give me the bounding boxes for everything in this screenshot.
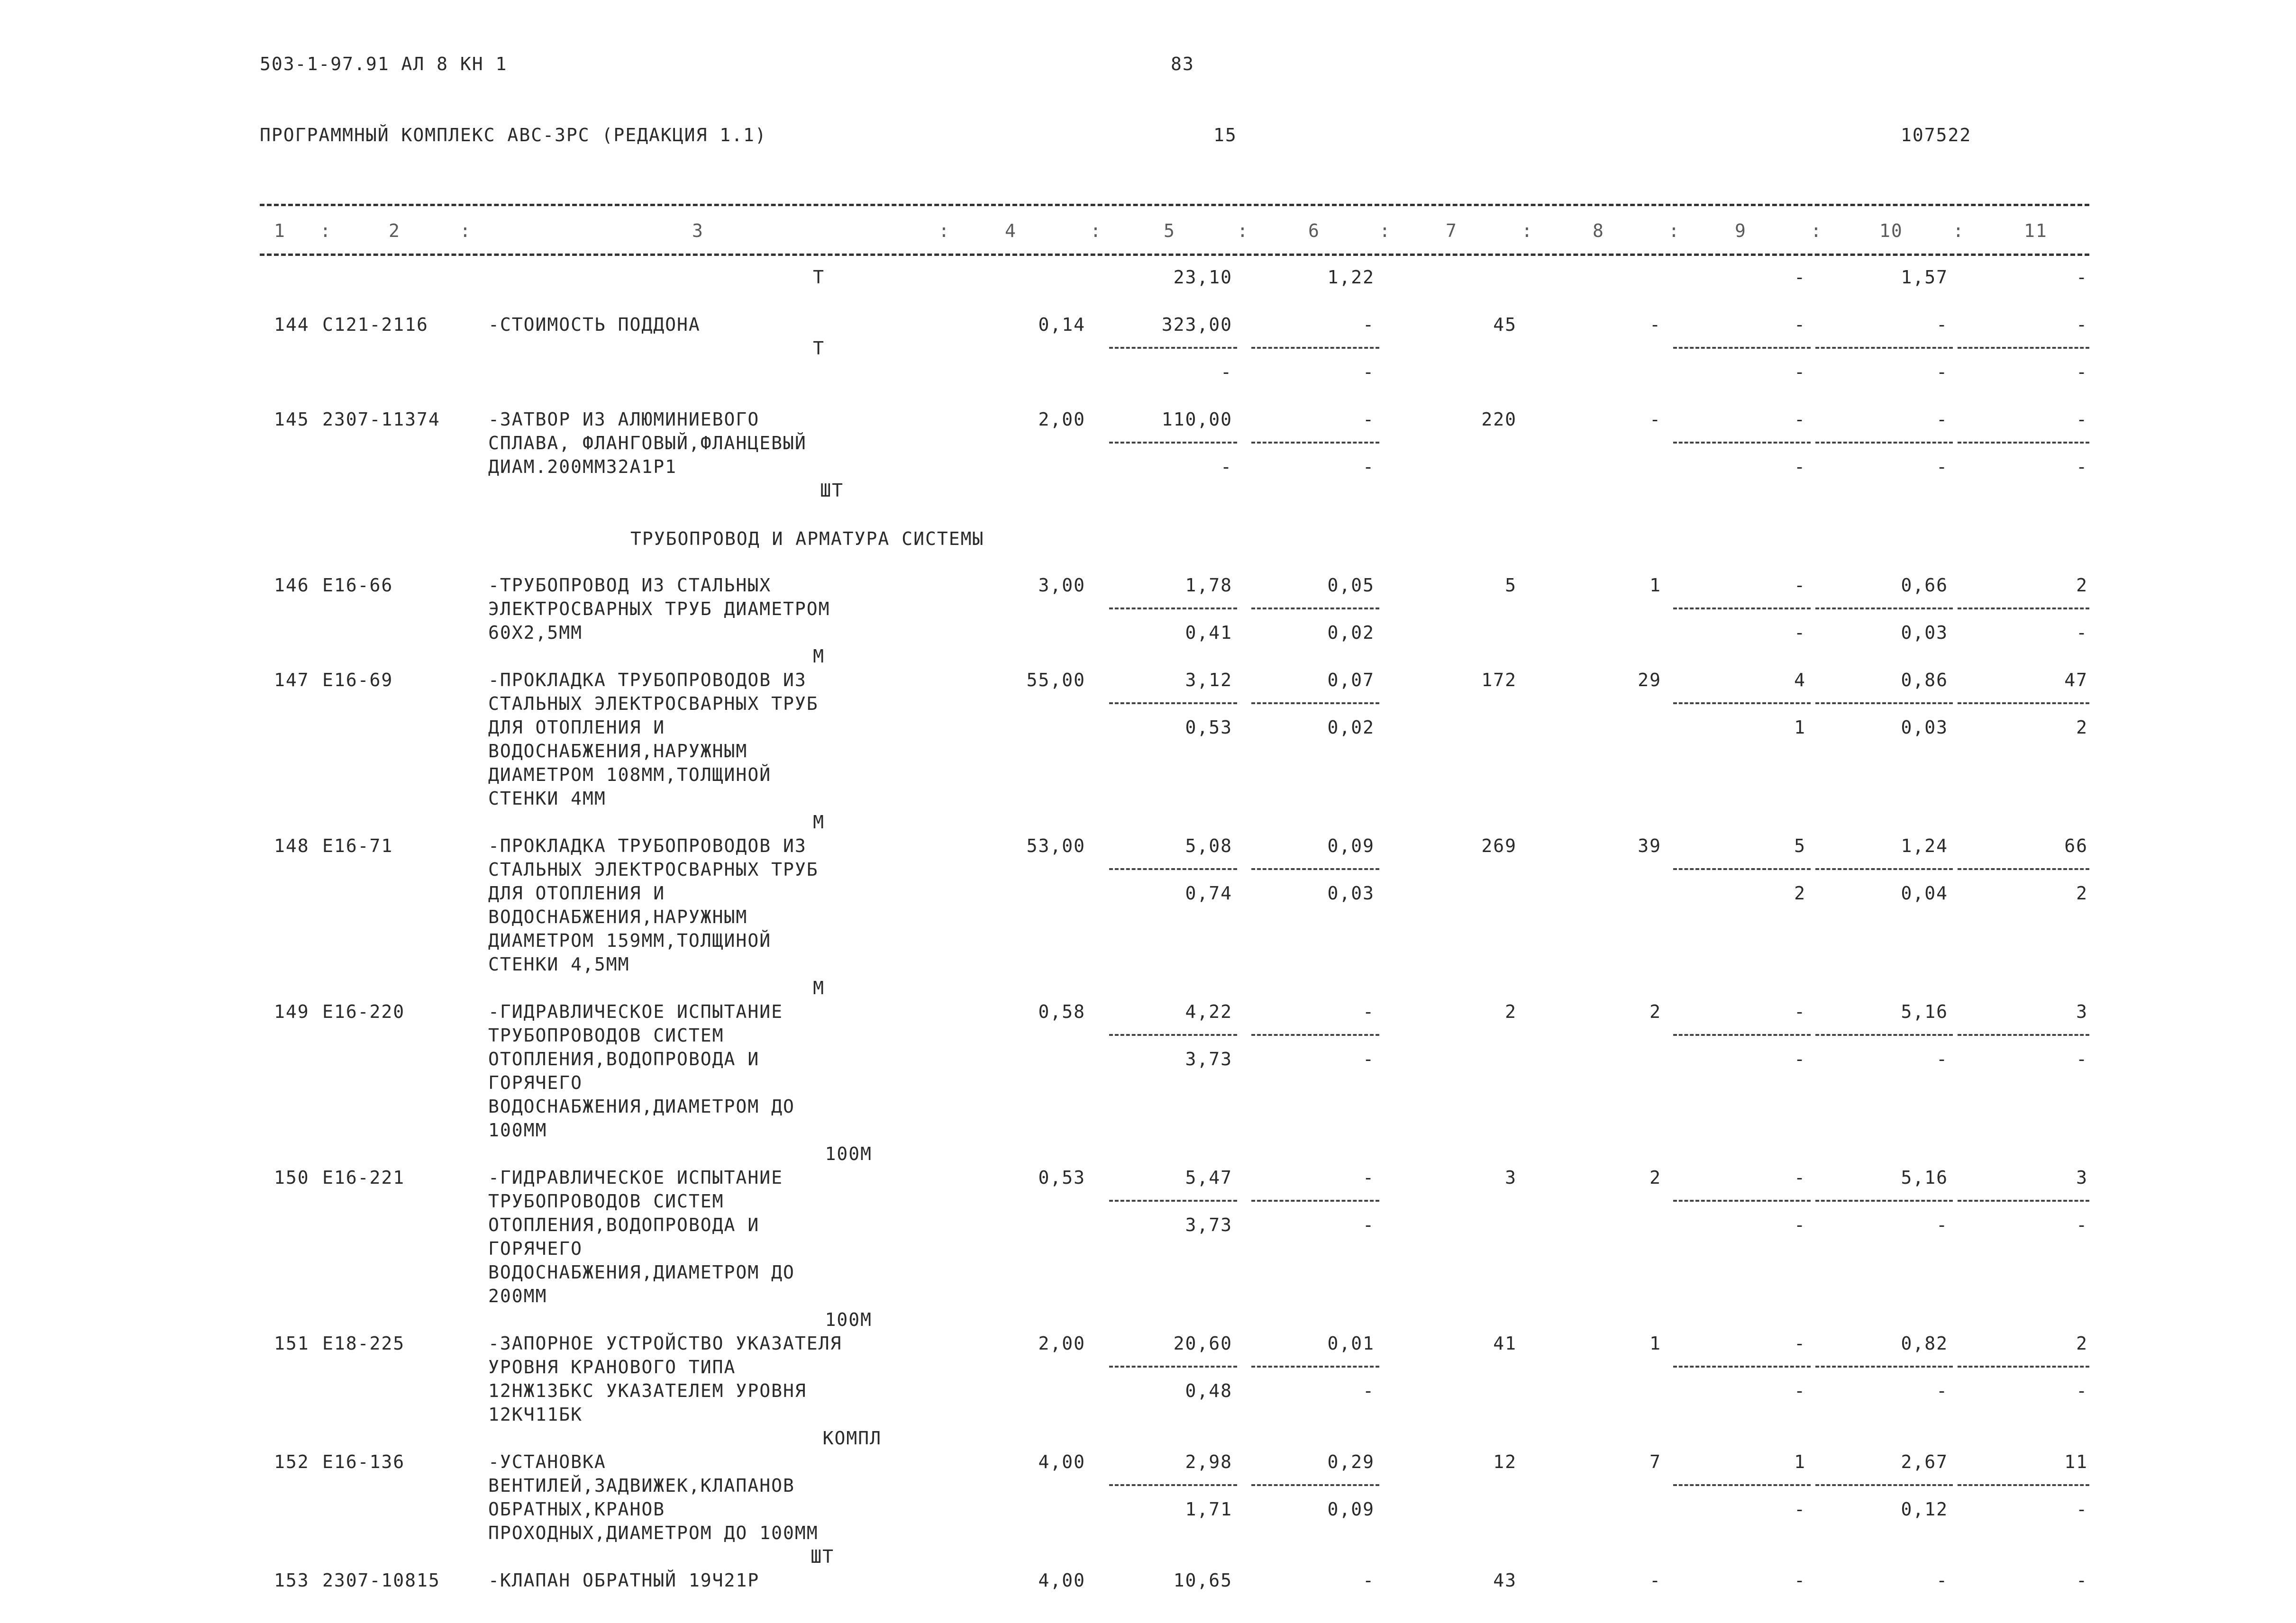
subvalue-c10: -	[1936, 362, 1948, 382]
row-description-line: -УСТАНОВКА	[488, 1451, 606, 1472]
row-description-line: ОБРАТНЫХ,КРАНОВ	[488, 1499, 665, 1520]
row-code: Е16-136	[322, 1451, 405, 1472]
subvalue-c6: -	[1363, 456, 1375, 477]
column-divider: :	[1090, 220, 1102, 241]
value-separator	[1958, 607, 2089, 609]
value-c10: 0,66	[1901, 575, 1948, 596]
value-separator	[1109, 1484, 1237, 1486]
row-description-line: ТРУБОПРОВОДОВ СИСТЕМ	[488, 1025, 724, 1046]
value-c8: -	[1649, 1570, 1661, 1591]
value-c6: -	[1363, 1167, 1375, 1188]
row-description-line: ГОРЯЧЕГО	[488, 1238, 583, 1259]
subvalue-c10: 0,04	[1901, 883, 1948, 904]
row-description-line: 12КЧ11БК	[488, 1404, 583, 1425]
subvalue-c10: 0,03	[1901, 717, 1948, 738]
value-separator	[1958, 1366, 2089, 1368]
row-code: Е16-71	[322, 835, 393, 856]
row-number: 148	[274, 835, 310, 856]
value-c7: 5	[1505, 575, 1517, 596]
value-c11: 3	[2076, 1001, 2088, 1022]
value-c6: -	[1363, 1570, 1375, 1591]
value-c8: 2	[1649, 1167, 1661, 1188]
row-code: Е18-225	[322, 1333, 405, 1354]
value-c6: 0,05	[1327, 575, 1375, 596]
column-divider: :	[1811, 220, 1822, 241]
subvalue-c11: -	[2076, 362, 2088, 382]
column-header-9: 9	[1735, 220, 1747, 241]
value-c6: -	[1363, 409, 1375, 430]
value-c10: 1,57	[1901, 267, 1948, 288]
value-separator	[1251, 1200, 1379, 1202]
row-description-line: ЭЛЕКТРОСВАРНЫХ ТРУБ ДИАМЕТРОМ	[488, 598, 830, 619]
row-code: Е16-69	[322, 670, 393, 690]
value-separator	[1958, 347, 2089, 349]
value-c7: 45	[1493, 314, 1517, 335]
row-description-line: -КЛАПАН ОБРАТНЫЙ 19Ч21Р	[488, 1570, 760, 1591]
value-c9: -	[1794, 267, 1806, 288]
value-c9: -	[1794, 409, 1806, 430]
value-c5: 5,47	[1185, 1167, 1232, 1188]
row-unit: КОМПЛ	[822, 1428, 882, 1449]
subvalue-c9: 1	[1794, 717, 1806, 738]
subvalue-c9: -	[1794, 622, 1806, 643]
value-c9: 4	[1794, 670, 1806, 690]
column-divider: :	[938, 220, 950, 241]
column-header-2: 2	[389, 220, 401, 241]
value-c4: 4,00	[1038, 1570, 1085, 1591]
value-c7: 3	[1505, 1167, 1517, 1188]
value-c4: 0,58	[1038, 1001, 1085, 1022]
value-separator	[1815, 702, 1953, 704]
row-unit: ШТ	[811, 1546, 834, 1567]
value-c10: -	[1936, 314, 1948, 335]
row-description-line: -ГИДРАВЛИЧЕСКОЕ ИСПЫТАНИЕ	[488, 1001, 783, 1022]
value-c4: 0,53	[1038, 1167, 1085, 1188]
value-c11: -	[2076, 1570, 2088, 1591]
column-header-10: 10	[1879, 220, 1903, 241]
row-description-line: 200ММ	[488, 1286, 547, 1306]
row-unit: 100М	[825, 1143, 872, 1164]
row-code: 2307-10815	[322, 1570, 440, 1591]
value-separator	[1251, 868, 1379, 870]
row-description-line: ВОДОСНАБЖЕНИЯ,ДИАМЕТРОМ ДО	[488, 1262, 795, 1283]
value-c7: 12	[1493, 1451, 1517, 1472]
subvalue-c6: 0,02	[1327, 622, 1375, 643]
value-c10: 0,82	[1901, 1333, 1948, 1354]
subvalue-c6: 0,09	[1327, 1499, 1375, 1520]
value-c7: 2	[1505, 1001, 1517, 1022]
column-divider: :	[320, 220, 332, 241]
row-unit: ШТ	[820, 480, 844, 501]
value-c6: 0,09	[1327, 835, 1375, 856]
value-c11: 66	[2064, 835, 2088, 856]
row-number: 151	[274, 1333, 310, 1354]
value-separator	[1109, 442, 1237, 444]
row-description-line: -ТРУБОПРОВОД ИЗ СТАЛЬНЫХ	[488, 575, 772, 596]
subvalue-c11: 2	[2076, 883, 2088, 904]
row-description-line: ВОДОСНАБЖЕНИЯ,НАРУЖНЫМ	[488, 741, 748, 762]
row-description-line: ВОДОСНАБЖЕНИЯ,ДИАМЕТРОМ ДО	[488, 1096, 795, 1117]
column-header-1: 1	[274, 220, 286, 241]
row-description-line: ДЛЯ ОТОПЛЕНИЯ И	[488, 883, 665, 904]
subvalue-c6: -	[1363, 1049, 1375, 1070]
subvalue-c5: -	[1221, 456, 1232, 477]
subvalue-c9: -	[1794, 1049, 1806, 1070]
value-c7: 172	[1481, 670, 1517, 690]
value-c6: -	[1363, 1001, 1375, 1022]
row-description-line: 60Х2,5ММ	[488, 622, 583, 643]
column-header-3: 3	[692, 220, 704, 241]
row-number: 146	[274, 575, 310, 596]
value-separator	[1815, 1200, 1953, 1202]
subvalue-c5: 3,73	[1185, 1049, 1232, 1070]
row-unit: 100М	[825, 1309, 872, 1330]
value-c9: -	[1794, 314, 1806, 335]
subvalue-c10: 0,12	[1901, 1499, 1948, 1520]
value-separator	[1251, 1366, 1379, 1368]
value-separator	[1958, 702, 2089, 704]
value-c9: -	[1794, 1570, 1806, 1591]
value-c11: -	[2076, 409, 2088, 430]
value-c5: 23,10	[1173, 267, 1232, 288]
value-separator	[1673, 1200, 1811, 1202]
column-divider: :	[1522, 220, 1533, 241]
value-c11: -	[2076, 267, 2088, 288]
value-separator	[1109, 1200, 1237, 1202]
value-c7: 41	[1493, 1333, 1517, 1354]
value-separator	[1815, 607, 1953, 609]
value-c5: 3,12	[1185, 670, 1232, 690]
value-separator	[1251, 702, 1379, 704]
page-number: 83	[1171, 54, 1194, 74]
value-c10: -	[1936, 409, 1948, 430]
column-header-8: 8	[1593, 220, 1604, 241]
value-c6: 1,22	[1327, 267, 1375, 288]
value-c7: 269	[1481, 835, 1517, 856]
value-c11: 2	[2076, 575, 2088, 596]
row-description-line: -СТОИМОСТЬ ПОДДОНА	[488, 314, 701, 335]
value-c10: -	[1936, 1570, 1948, 1591]
value-separator	[1251, 1484, 1379, 1486]
value-c8: -	[1649, 409, 1661, 430]
value-c6: 0,29	[1327, 1451, 1375, 1472]
value-c8: 1	[1649, 575, 1661, 596]
value-c10: 5,16	[1901, 1167, 1948, 1188]
row-unit: М	[813, 978, 825, 998]
value-c6: 0,01	[1327, 1333, 1375, 1354]
row-description-line: 100ММ	[488, 1120, 547, 1141]
subvalue-c5: 0,74	[1185, 883, 1232, 904]
subvalue-c11: -	[2076, 1380, 2088, 1401]
value-separator	[1815, 1034, 1953, 1036]
column-header-5: 5	[1164, 220, 1175, 241]
row-description-line: ДИАМ.200ММ32А1Р1	[488, 456, 677, 477]
subvalue-c10: -	[1936, 1049, 1948, 1070]
subvalue-c9: -	[1794, 1499, 1806, 1520]
value-c4: 3,00	[1038, 575, 1085, 596]
value-c7: 220	[1481, 409, 1517, 430]
value-c11: 3	[2076, 1167, 2088, 1188]
subvalue-c5: 3,73	[1185, 1215, 1232, 1235]
row-description-line: -ЗАТВОР ИЗ АЛЮМИНИЕВОГО	[488, 409, 760, 430]
value-c4: 53,00	[1026, 835, 1085, 856]
column-divider: :	[460, 220, 472, 241]
value-c11: 11	[2064, 1451, 2088, 1472]
row-code: Е16-66	[322, 575, 393, 596]
value-c9: -	[1794, 1001, 1806, 1022]
row-number: 149	[274, 1001, 310, 1022]
value-separator	[1673, 1034, 1811, 1036]
value-separator	[1958, 868, 2089, 870]
subvalue-c9: -	[1794, 456, 1806, 477]
value-separator	[1958, 1034, 2089, 1036]
sheet-number: 15	[1213, 125, 1237, 145]
program-title: ПРОГРАММНЫЙ КОМПЛЕКС АВС-3РС (РЕДАКЦИЯ 1.1)	[260, 125, 767, 145]
value-c9: -	[1794, 575, 1806, 596]
row-code: 2307-11374	[322, 409, 440, 430]
subvalue-c9: -	[1794, 1380, 1806, 1401]
value-separator	[1673, 607, 1811, 609]
value-c8: 1	[1649, 1333, 1661, 1354]
subvalue-c11: -	[2076, 1215, 2088, 1235]
value-separator	[1815, 1484, 1953, 1486]
subvalue-c6: 0,03	[1327, 883, 1375, 904]
row-description-line: ДИАМЕТРОМ 108ММ,ТОЛЩИНОЙ	[488, 764, 772, 785]
subvalue-c10: -	[1936, 1215, 1948, 1235]
value-c10: 1,24	[1901, 835, 1948, 856]
value-c11: -	[2076, 314, 2088, 335]
value-separator	[1251, 607, 1379, 609]
value-c9: -	[1794, 1167, 1806, 1188]
column-header-6: 6	[1308, 220, 1320, 241]
row-description-line: -ЗАПОРНОЕ УСТРОЙСТВО УКАЗАТЕЛЯ	[488, 1333, 842, 1354]
subvalue-c10: -	[1936, 456, 1948, 477]
value-c10: 2,67	[1901, 1451, 1948, 1472]
row-description-line: СТАЛЬНЫХ ЭЛЕКТРОСВАРНЫХ ТРУБ	[488, 693, 819, 714]
value-c6: -	[1363, 314, 1375, 335]
subvalue-c5: 0,48	[1185, 1380, 1232, 1401]
row-description-line: ДЛЯ ОТОПЛЕНИЯ И	[488, 717, 665, 738]
value-separator	[1958, 1200, 2089, 1202]
value-c9: 1	[1794, 1451, 1806, 1472]
value-c8: -	[1649, 314, 1661, 335]
subvalue-c11: -	[2076, 1499, 2088, 1520]
value-c9: -	[1794, 1333, 1806, 1354]
subvalue-c10: 0,03	[1901, 622, 1948, 643]
value-separator	[1673, 702, 1811, 704]
subvalue-c11: -	[2076, 1049, 2088, 1070]
value-c5: 10,65	[1173, 1570, 1232, 1591]
value-separator	[1958, 1484, 2089, 1486]
value-c5: 323,00	[1161, 314, 1232, 335]
value-separator	[1815, 1366, 1953, 1368]
row-unit: М	[813, 812, 825, 833]
column-header-7: 7	[1446, 220, 1458, 241]
value-separator	[1958, 442, 2089, 444]
row-unit: Т	[813, 267, 825, 288]
row-number: 144	[274, 314, 310, 335]
table-head-rule	[260, 254, 2089, 256]
row-description-line: ВОДОСНАБЖЕНИЯ,НАРУЖНЫМ	[488, 907, 748, 927]
value-c11: 47	[2064, 670, 2088, 690]
column-divider: :	[1668, 220, 1680, 241]
value-c8: 29	[1638, 670, 1661, 690]
subvalue-c5: 1,71	[1185, 1499, 1232, 1520]
value-c7: 43	[1493, 1570, 1517, 1591]
value-c4: 55,00	[1026, 670, 1085, 690]
value-separator	[1673, 347, 1811, 349]
value-c5: 110,00	[1161, 409, 1232, 430]
subvalue-c11: -	[2076, 456, 2088, 477]
table-top-rule	[260, 204, 2089, 206]
row-description-line: УРОВНЯ КРАНОВОГО ТИПА	[488, 1357, 736, 1378]
subvalue-c11: -	[2076, 622, 2088, 643]
value-separator	[1109, 868, 1237, 870]
row-description-line: -ПРОКЛАДКА ТРУБОПРОВОДОВ ИЗ	[488, 835, 807, 856]
subvalue-c5: 0,41	[1185, 622, 1232, 643]
row-unit: М	[813, 646, 825, 667]
row-description-line: ОТОПЛЕНИЯ,ВОДОПРОВОДА И	[488, 1215, 760, 1235]
row-unit: Т	[813, 338, 825, 359]
row-description-line: ВЕНТИЛЕЙ,ЗАДВИЖЕК,КЛАПАНОВ	[488, 1475, 795, 1496]
row-number: 150	[274, 1167, 310, 1188]
value-separator	[1673, 868, 1811, 870]
value-c5: 20,60	[1173, 1333, 1232, 1354]
value-c8: 7	[1649, 1451, 1661, 1472]
row-description-line: СТЕНКИ 4ММ	[488, 788, 606, 809]
subvalue-c9: -	[1794, 1215, 1806, 1235]
value-separator	[1109, 702, 1237, 704]
subvalue-c6: -	[1363, 1215, 1375, 1235]
row-description-line: СПЛАВА, ФЛАНГОВЫЙ,ФЛАНЦЕВЫЙ	[488, 433, 807, 453]
subvalue-c5: 0,53	[1185, 717, 1232, 738]
value-c10: 0,86	[1901, 670, 1948, 690]
value-c4: 0,14	[1038, 314, 1085, 335]
row-description-line: -ГИДРАВЛИЧЕСКОЕ ИСПЫТАНИЕ	[488, 1167, 783, 1188]
value-separator	[1251, 347, 1379, 349]
value-c8: 39	[1638, 835, 1661, 856]
row-description-line: СТАЛЬНЫХ ЭЛЕКТРОСВАРНЫХ ТРУБ	[488, 859, 819, 880]
subvalue-c9: 2	[1794, 883, 1806, 904]
subvalue-c6: 0,02	[1327, 717, 1375, 738]
subvalue-c6: -	[1363, 362, 1375, 382]
value-separator	[1109, 607, 1237, 609]
value-c4: 2,00	[1038, 1333, 1085, 1354]
row-number: 147	[274, 670, 310, 690]
row-description-line: 12НЖ13БКС УКАЗАТЕЛЕМ УРОВНЯ	[488, 1380, 807, 1401]
column-header-11: 11	[2024, 220, 2048, 241]
row-description-line: ОТОПЛЕНИЯ,ВОДОПРОВОДА И	[488, 1049, 760, 1070]
row-description-line: ТРУБОПРОВОДОВ СИСТЕМ	[488, 1191, 724, 1212]
row-description-line: ГОРЯЧЕГО	[488, 1072, 583, 1093]
value-separator	[1251, 442, 1379, 444]
value-c5: 2,98	[1185, 1451, 1232, 1472]
value-separator	[1673, 1366, 1811, 1368]
value-separator	[1109, 347, 1237, 349]
value-separator	[1673, 442, 1811, 444]
value-c9: 5	[1794, 835, 1806, 856]
subvalue-c9: -	[1794, 362, 1806, 382]
row-number: 145	[274, 409, 310, 430]
row-code: Е16-221	[322, 1167, 405, 1188]
row-description-line: ПРОХОДНЫХ,ДИАМЕТРОМ ДО 100ММ	[488, 1523, 819, 1543]
document-code: 503-1-97.91 АЛ 8 КН 1	[260, 54, 508, 74]
value-separator	[1815, 347, 1953, 349]
row-description-line: ДИАМЕТРОМ 159ММ,ТОЛЩИНОЙ	[488, 930, 772, 951]
row-description-line: -ПРОКЛАДКА ТРУБОПРОВОДОВ ИЗ	[488, 670, 807, 690]
column-divider: :	[1237, 220, 1249, 241]
value-c6: 0,07	[1327, 670, 1375, 690]
value-separator	[1815, 868, 1953, 870]
value-separator	[1815, 442, 1953, 444]
column-header-4: 4	[1005, 220, 1017, 241]
value-c8: 2	[1649, 1001, 1661, 1022]
subvalue-c10: -	[1936, 1380, 1948, 1401]
value-c11: 2	[2076, 1333, 2088, 1354]
value-c10: 5,16	[1901, 1001, 1948, 1022]
row-code: Е16-220	[322, 1001, 405, 1022]
value-c5: 1,78	[1185, 575, 1232, 596]
value-separator	[1251, 1034, 1379, 1036]
subvalue-c5: -	[1221, 362, 1232, 382]
column-divider: :	[1379, 220, 1391, 241]
value-separator	[1109, 1366, 1237, 1368]
value-c5: 5,08	[1185, 835, 1232, 856]
section-title: ТРУБОПРОВОД И АРМАТУРА СИСТЕМЫ	[630, 528, 984, 549]
value-c5: 4,22	[1185, 1001, 1232, 1022]
column-divider: :	[1953, 220, 1965, 241]
document-id: 107522	[1901, 125, 1972, 145]
subvalue-c6: -	[1363, 1380, 1375, 1401]
subvalue-c11: 2	[2076, 717, 2088, 738]
value-separator	[1673, 1484, 1811, 1486]
value-separator	[1109, 1034, 1237, 1036]
row-number: 153	[274, 1570, 310, 1591]
row-code: С121-2116	[322, 314, 428, 335]
value-c4: 4,00	[1038, 1451, 1085, 1472]
row-number: 152	[274, 1451, 310, 1472]
value-c4: 2,00	[1038, 409, 1085, 430]
row-description-line: СТЕНКИ 4,5ММ	[488, 954, 630, 975]
